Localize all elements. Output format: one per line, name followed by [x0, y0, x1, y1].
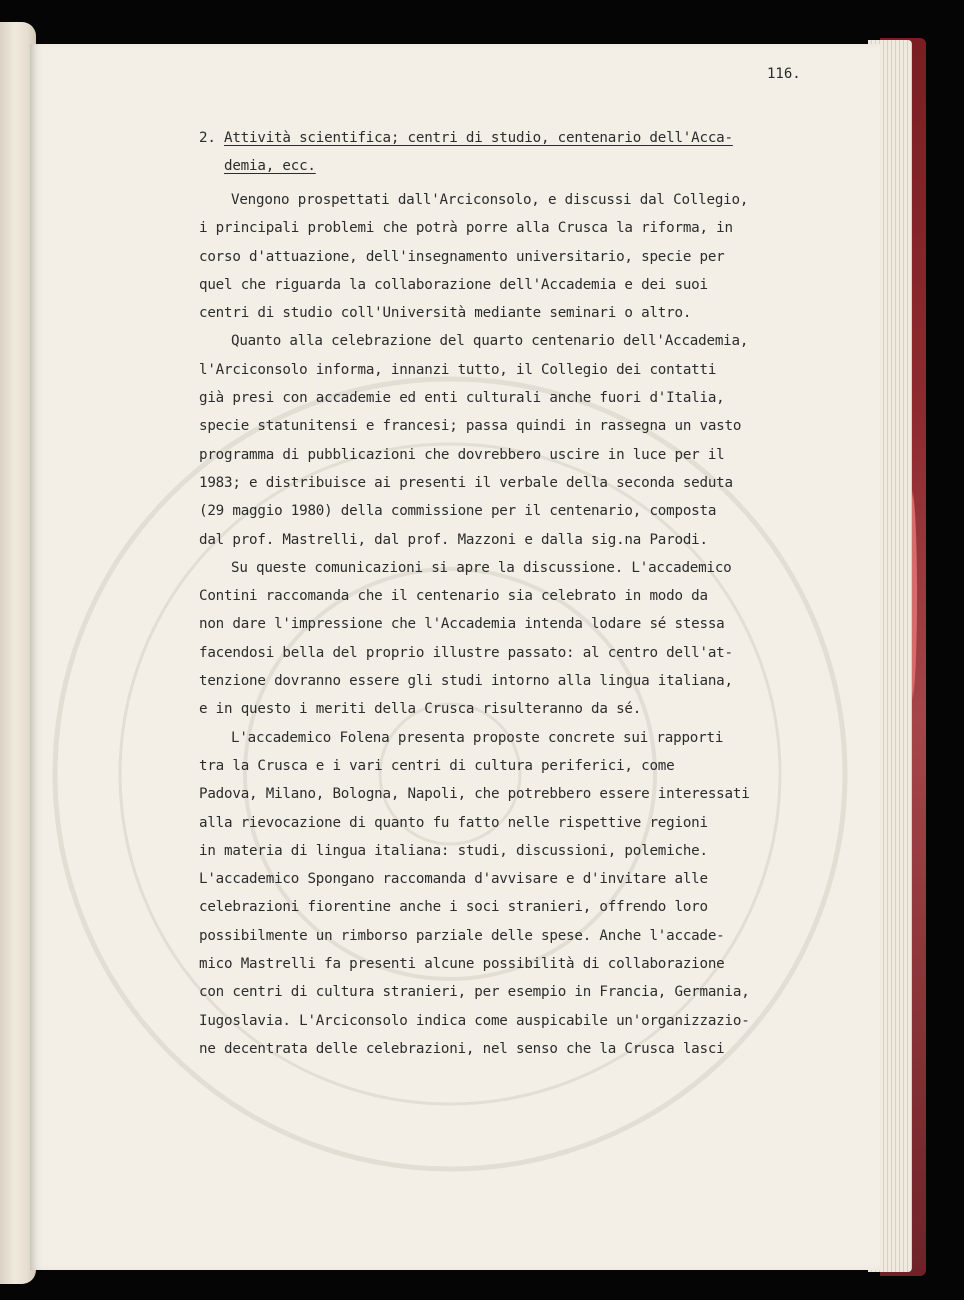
text-line: con centri di cultura stranieri, per esempio in Francia, Germania, [199, 984, 750, 1001]
text-line: e in questo i meriti della Crusca risulteranno da sé. [199, 701, 642, 718]
text-line: Contini raccomanda che il centenario sia celebrato in modo da [199, 588, 708, 605]
document-body [199, 130, 799, 1063]
text-line: quel che riguarda la collaborazione dell'Accademia e dei suoi [199, 276, 708, 293]
paragraph [199, 724, 799, 1064]
text-line: Quanto alla celebrazione del quarto centenario dell'Accademia, [231, 333, 749, 350]
text-line: i principali problemi che potrà porre alla Crusca la riforma, in [199, 220, 733, 237]
text-line: Padova, Milano, Bologna, Napoli, che potrebbero essere interessati [199, 786, 750, 803]
text-line: programma di pubblicazioni che dovrebbero uscire in luce per il [199, 446, 725, 463]
text-line: mico Mastrelli fa presenti alcune possibilità di collaborazione [199, 956, 725, 973]
paragraph [199, 327, 799, 553]
text-line: centri di studio coll'Università mediante seminari o altro. [199, 305, 692, 322]
text-line: 1983; e distribuisce ai presenti il verbale della seconda seduta [199, 474, 733, 491]
section-title-line: Attività scientifica; centri di studio, centenario dell'Acca- [224, 130, 733, 146]
section-heading [199, 130, 799, 186]
text-line: tenzione dovranno essere gli studi intorno alla lingua italiana, [199, 673, 733, 690]
text-line: l'Arciconsolo informa, innanzi tutto, il Collegio dei contatti [199, 361, 717, 378]
text-line: (29 maggio 1980) della commissione per il centenario, composta [199, 503, 717, 520]
text-line: facendosi bella del proprio illustre passato: al centro dell'at- [199, 644, 733, 661]
text-line: L'accademico Spongano raccomanda d'avvisare e d'invitare alle [199, 871, 708, 888]
text-line: corso d'attuazione, dell'insegnamento universitario, specie per [199, 248, 725, 265]
text-line: Su queste comunicazioni si apre la discussione. L'accademico [231, 559, 732, 576]
text-line: ne decentrata delle celebrazioni, nel senso che la Crusca lasci [199, 1040, 725, 1057]
page-number: 116. [767, 66, 801, 82]
text-line: già presi con accademie ed enti culturali anche fuori d'Italia, [199, 390, 725, 407]
text-line: specie statunitensi e francesi; passa quindi in rassegna un vasto [199, 418, 742, 435]
text-line: possibilmente un rimborso parziale delle spese. Anche l'accade- [199, 927, 725, 944]
text-line: alla rievocazione di quanto fu fatto nelle rispettive regioni [199, 814, 708, 831]
text-line: dal prof. Mastrelli, dal prof. Mazzoni e dalla sig.na Parodi. [199, 531, 708, 548]
text-line: Iugoslavia. L'Arciconsolo indica come auspicabile un'organizzazio- [199, 1012, 750, 1029]
text-line: L'accademico Folena presenta proposte concrete sui rapporti [231, 729, 724, 746]
section-number: 2. [199, 130, 216, 146]
text-line: Vengono prospettati dall'Arciconsolo, e discussi dal Collegio, [231, 192, 749, 208]
paragraph [199, 186, 799, 327]
paragraph [199, 554, 799, 724]
document-page [30, 44, 880, 1270]
text-line: non dare l'impressione che l'Accademia intenda lodare sé stessa [199, 616, 725, 633]
text-line: in materia di lingua italiana: studi, discussioni, polemiche. [199, 842, 708, 859]
section-title-line: demia, ecc. [224, 158, 316, 174]
text-line: tra la Crusca e i vari centri di cultura periferici, come [199, 757, 675, 774]
text-line: celebrazioni fiorentine anche i soci stranieri, offrendo loro [199, 899, 708, 916]
